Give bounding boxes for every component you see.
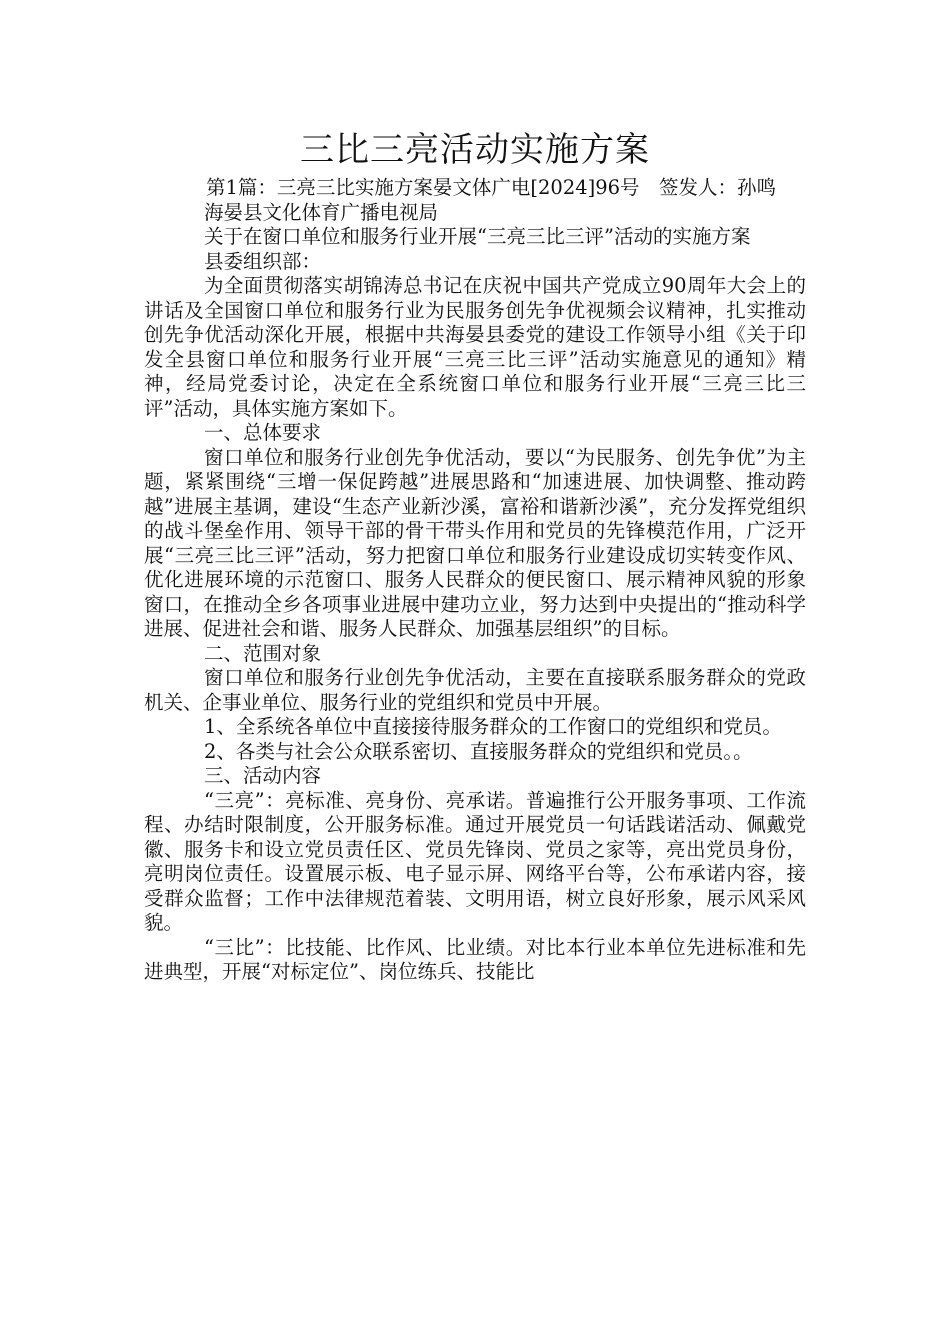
paragraph-addressee: 县委组织部： <box>204 249 322 273</box>
paragraph-requirements: 窗口单位和服务行业创先争优活动，要以“为民服务、创先争优”为主题，紧紧围绕“三增一保促跨越”进展思路和“加速进展、加快调整、推动跨越”进展主基调，建设“生态产业新沙溪，富裕和谐新沙溪”，充分发挥党组织的战斗堡垒作用、领导干部的骨干带头作用和党员的先锋模范作用，广泛开展“三亮三比三评”活动，努力把窗口单位和服务行业建设成切实转变作风、优化进展环境的示范窗口、服务人民群众的便民窗口、展示精神风貌的形象窗口，在推动全乡各项事业进展中建功立业，努力达到中央提出的“推动科学进展、促进社会和谐、服务人民群众、加强基层组织”的目标。 <box>144 445 806 640</box>
paragraph-san-bi: “三比”：比技能、比作风、比业绩。对比本行业本单位先进标准和先进典型，开展“对标定位”、岗位练兵、技能比 <box>144 935 806 983</box>
paragraph-agency: 海晏县文化体育广播电视局 <box>204 200 439 224</box>
paragraph-scope: 窗口单位和服务行业创先争优活动，主要在直接联系服务群众的党政机关、企事业单位、服务行业的党组织和党员中开展。 <box>144 666 806 714</box>
section-heading-1: 一、总体要求 <box>204 421 322 444</box>
paragraph-header: 第1篇：三亮三比实施方案晏文体广电[2024]96号 签发人：孙鸣 <box>206 176 777 199</box>
paragraph-san-liang: “三亮”：亮标准、亮身份、亮承诺。普遍推行公开服务事项、工作流程、办结时限制度，公开服务标准。通过开展党员一句话践诺活动、佩戴党徽、服务卡和设立党员责任区、党员先锋岗、党员之家等，亮出党员身份，亮明岗位责任。设置展示板、电子显示屏、网络平台等，公布承诺内容，接受群众监督；工作中法律规范着装、文明用语，树立良好形象，展示风采风貌。 <box>144 788 806 934</box>
document-title: 三比三亮活动实施方案 <box>300 130 650 170</box>
paragraph-scope-item-1: 1、全系统各单位中直接接待服务群众的工作窗口的党组织和党员。 <box>204 715 782 738</box>
paragraph-subtitle: 关于在窗口单位和服务行业开展“三亮三比三评”活动的实施方案 <box>204 225 751 248</box>
paragraph-intro: 为全面贯彻落实胡锦涛总书记在庆祝中国共产党成立90周年大会上的讲话及全国窗口单位和服务行业为民服务创先争优视频会议精神，扎实推动创先争优活动深化开展，根据中共海晏县委党的建设工作领导小组《关于印发全县窗口单位和服务行业开展“三亮三比三评”活动实施意见的通知》精神，经局党委讨论，决定在全系统窗口单位和服务行业开展“三亮三比三评”活动，具体实施方案如下。 <box>144 274 806 420</box>
section-heading-2: 二、范围对象 <box>204 641 322 665</box>
section-heading-3: 三、活动内容 <box>204 764 322 787</box>
paragraph-scope-item-2: 2、各类与社会公众联系密切、直接服务群众的党组织和党员。。 <box>204 739 753 763</box>
